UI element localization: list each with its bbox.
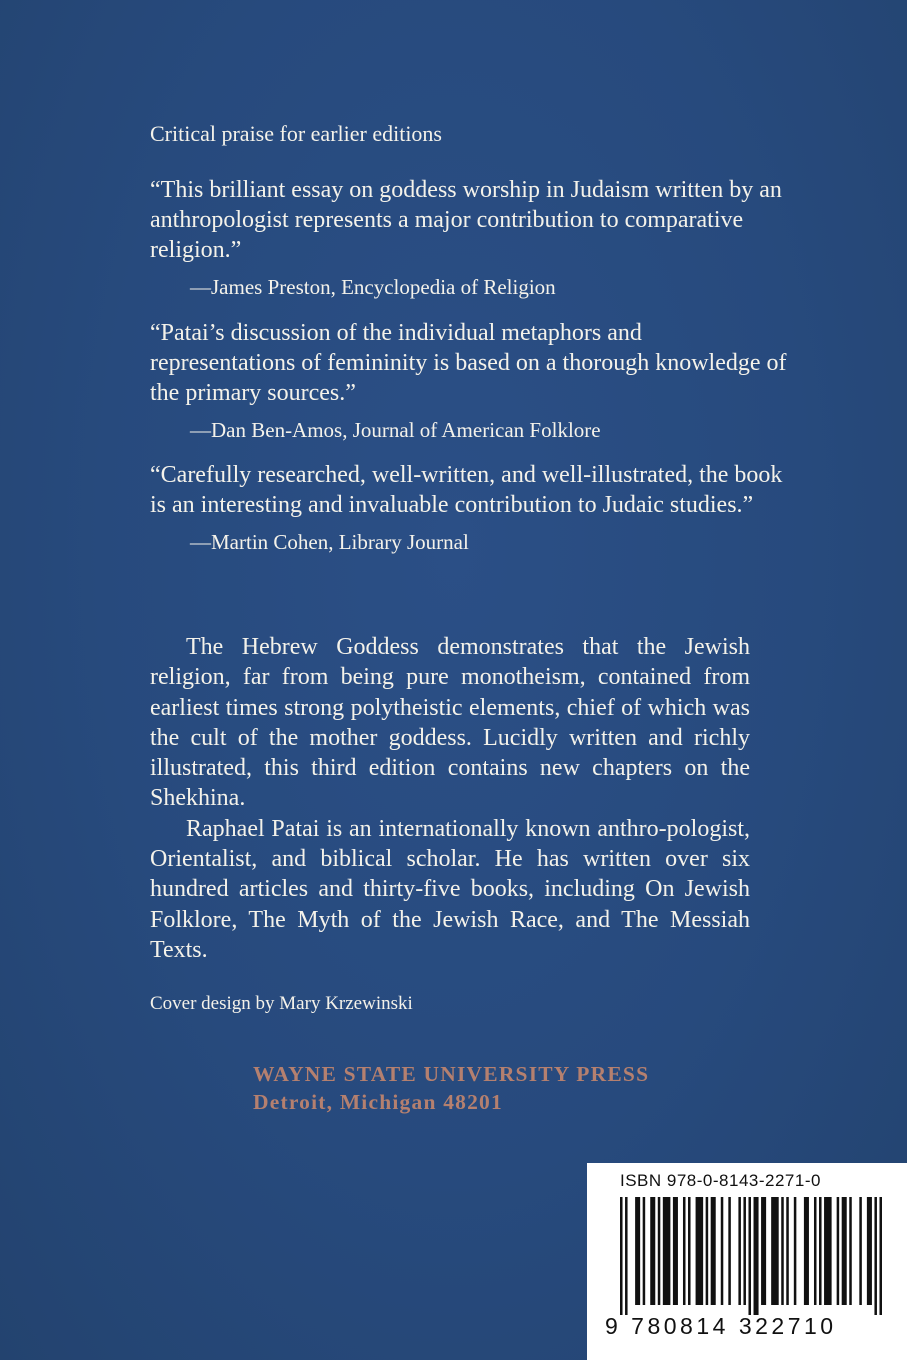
quote-3	[150, 460, 790, 556]
quote-attribution: —Martin Cohen, Library Journal	[190, 530, 469, 554]
quote-text: “Patai’s discussion of the individual metaphors and representations of femininity is based on a thorough knowledge of the primary sources.”	[150, 320, 787, 406]
publisher-block	[253, 1060, 649, 1116]
quote-attribution: —James Preston, Encyclopedia of Religion	[190, 275, 556, 299]
quote-2	[150, 318, 790, 444]
isbn-barcode	[587, 1163, 907, 1360]
cover-credit: Cover design by Mary Krzewinski	[150, 993, 413, 1014]
quote-1	[150, 175, 790, 301]
barcode-bars-icon	[620, 1197, 882, 1315]
description-paragraph: The Hebrew Goddess demonstrates that the Jewish religion, far from being pure monotheism, contained from earliest times strong polytheistic elements, chief of which was the cult of the mother goddess. Lucidly written and richly illustrated, this third edition contains new chapters on the Shekhina.	[150, 634, 750, 812]
quote-attribution: —Dan Ben-Amos, Journal of American Folklore	[190, 418, 601, 442]
isbn-label: ISBN 978-0-8143-2271-0	[620, 1171, 821, 1190]
quote-text: “Carefully researched, well-written, and well-illustrated, the book is an interesting and invaluable contribution to Judaic studies.”	[150, 462, 783, 518]
book-description	[150, 632, 750, 965]
author-bio-paragraph: Raphael Patai is an internationally known anthro-pologist, Orientalist, and biblical scholar. He has written over six hundred articles and thirty-five books, including On Jewish Folklore, The Myth of the Jewish Race, and The Messiah Texts.	[150, 815, 750, 963]
quote-text: “This brilliant essay on goddess worship in Judaism written by an anthropologist represents a major contribution to comparative religion.”	[150, 177, 782, 263]
barcode-digits: 9 780814 322710	[605, 1313, 837, 1339]
publisher-address: Detroit, Michigan 48201	[253, 1090, 503, 1114]
publisher-name: WAYNE STATE UNIVERSITY PRESS	[253, 1062, 650, 1086]
praise-heading: Critical praise for earlier editions	[150, 121, 442, 146]
